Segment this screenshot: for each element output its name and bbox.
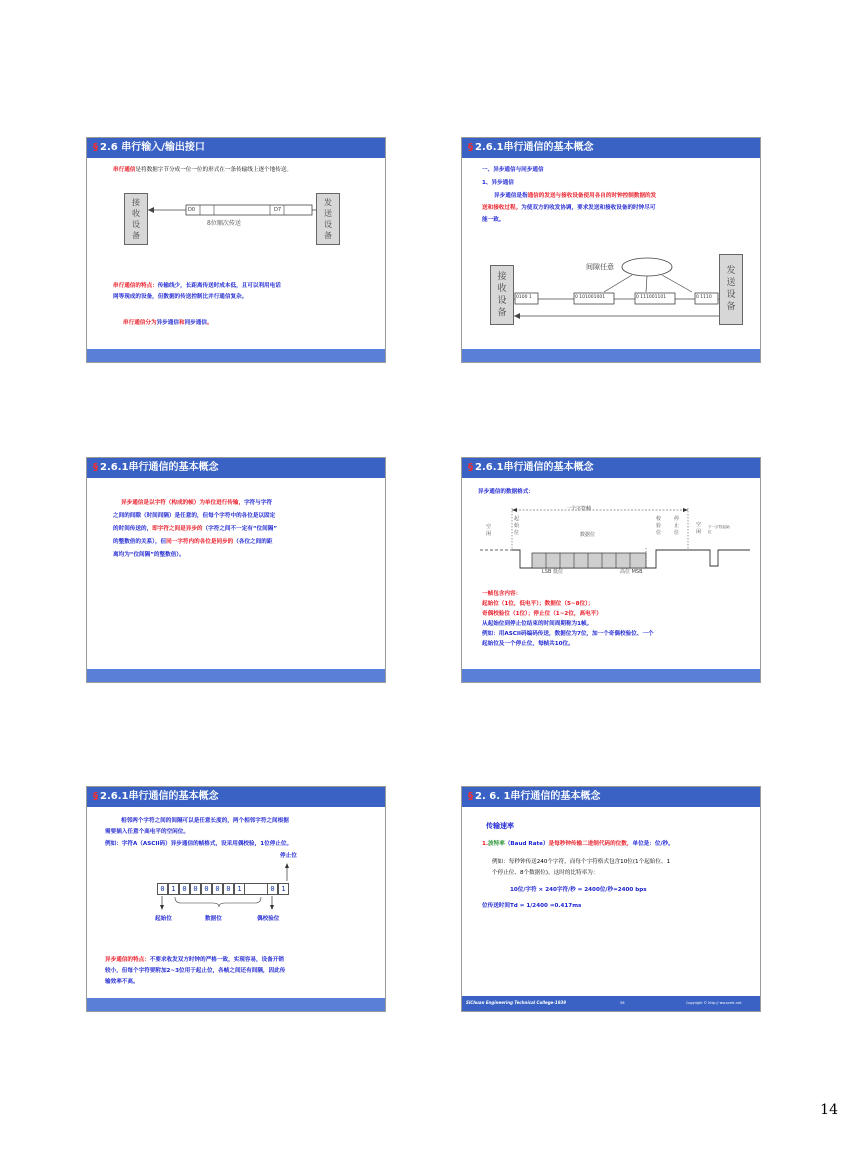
label-data: 数据位 <box>580 532 596 538</box>
slide-footer <box>87 998 385 1011</box>
label-lsb: LSB 低位 <box>542 569 563 575</box>
label-stop-bit: 停止位 <box>280 853 297 859</box>
bit-gap <box>245 883 267 895</box>
features-line2: 较小，但每个字符要附加2~3位用于起止位，各帧之间还有间隔，因此传 <box>105 968 286 974</box>
label-parity-bit: 偶校验位 <box>257 916 280 922</box>
slide-1 <box>86 137 386 363</box>
slide-6 <box>461 786 761 1012</box>
content-line2: 奇偶校验位（1位）；停止位（1~2位，高电平） <box>482 611 602 617</box>
definition-text: 是将数据字节分成一位一位的形式在一条传输线上逐个地传送。 <box>135 167 293 173</box>
footer-copyright: Copyright © http:// ww.scetc.net <box>686 1001 742 1005</box>
frame-1: 0100 1 <box>516 295 532 300</box>
bit-cell: 0 <box>201 883 212 895</box>
frame-4: 0 1110 <box>696 295 712 300</box>
para-1a: 异步通信是指 <box>494 193 528 199</box>
bit-cell: 0 <box>212 883 223 895</box>
example-line1: 例如：每秒钟传送240个字符，而每个字符格式包含10位(1个起始位、1 <box>492 859 671 865</box>
features-text-1: 传输线少，长距离传送时成本低，且可以利用电话 <box>157 283 281 289</box>
baud-unit: 单位是：位/秒。 <box>632 841 674 847</box>
para-4a: 的整数倍的关系），但 <box>113 539 167 545</box>
section-mark: § <box>93 142 98 153</box>
label-next-start: 下一字符起始位 <box>708 525 730 534</box>
sender-label: 发送设备 <box>726 266 736 312</box>
bit-cell: 1 <box>168 883 179 895</box>
slide-2 <box>461 137 761 363</box>
section-mark: § <box>468 142 473 153</box>
receiver-label: 接收设备 <box>132 198 140 240</box>
section-mark: § <box>93 791 98 802</box>
cat-text: 串行通信分为 <box>123 320 157 326</box>
features-line2: 网等现成的设备，但数据的传送控制比并行通信复杂。 <box>113 294 248 300</box>
label-idle: 空闲 <box>486 524 492 537</box>
features-heading: 异步通信的特点： <box>105 957 150 963</box>
slide-title-text: 2.6 串行输入/输出接口 <box>100 142 205 153</box>
para-2b: 为使双方的收发协调，要求发送和接收设备的时钟尽可 <box>521 205 656 211</box>
cat-async: 异步通信 <box>156 320 179 326</box>
footer-slide-number: 56 <box>620 1001 625 1005</box>
bit-cell: 0 <box>267 883 278 895</box>
label-data-bits: 数据位 <box>205 916 222 922</box>
para-1b: 通信的发送与接收设备使用各自的时钟控制数据的发 <box>527 193 657 199</box>
features-line3: 输效率不高。 <box>105 979 139 985</box>
calc-line: 10位/字符 × 240字符/秒 = 2400位/秒=2400 bps <box>510 887 647 893</box>
label-msb: 高位 MSB <box>620 569 643 575</box>
label-parity: 校验位 <box>656 516 662 536</box>
definition <box>113 165 292 175</box>
para-3a: 的时间传送的， <box>113 526 153 532</box>
slide-footer <box>87 349 385 362</box>
section-mark: § <box>468 791 473 802</box>
heading-1: 一、异步通信与同步通信 <box>482 167 544 173</box>
heading-2: 1、异步通信 <box>482 180 514 186</box>
frame-2: 0 101001001 <box>575 295 606 300</box>
bit-cell: 0 <box>190 883 201 895</box>
categories <box>123 318 213 328</box>
bit-d0: D0 <box>188 207 196 213</box>
page-number: 14 <box>820 1102 838 1118</box>
receiver-box <box>490 265 514 325</box>
frame-label: 一个字符帧 <box>566 506 592 512</box>
item-number: 1. <box>482 841 489 847</box>
cat-and: 和 <box>178 320 185 326</box>
frame-format-diagram <box>480 502 750 582</box>
features-line1 <box>113 281 281 291</box>
slide-4 <box>461 457 761 683</box>
async-diagram <box>514 248 719 323</box>
slide-title-text: 2.6.1串行通信的基本概念 <box>100 462 219 473</box>
content-line4: 例如：用ASCII码编码传送，数据位为7位，加一个奇偶校验位、一个 <box>482 631 654 637</box>
slide-5 <box>86 786 386 1012</box>
slide-footer <box>462 996 760 1011</box>
para-line3 <box>113 524 277 534</box>
sender-label: 发送设备 <box>324 198 332 240</box>
cat-sync: 同步通信 <box>184 320 207 326</box>
slide-3 <box>86 457 386 683</box>
content-line5: 起始位及一个停止位，每帧共10位。 <box>482 641 574 647</box>
para-line4 <box>113 537 272 547</box>
receiver-box <box>124 193 148 245</box>
sender-box <box>316 193 340 245</box>
slide-title <box>462 787 760 807</box>
receiver-label: 接收设备 <box>497 272 507 318</box>
cat-end: 。 <box>206 320 213 326</box>
para-2a: 送和接收过程。 <box>482 205 522 211</box>
slide-title <box>462 458 760 478</box>
label-stop: 停止位 <box>674 516 680 536</box>
slide-title <box>87 138 385 158</box>
para-line1 <box>494 191 656 201</box>
slide-title-text: 2.6.1串行通信的基本概念 <box>100 791 219 802</box>
baud-def-text: 是每秒钟传输二进制代码的位数， <box>548 841 633 847</box>
features-line1 <box>105 955 284 965</box>
section-mark: § <box>93 462 98 473</box>
para-4c: （各位之间的距 <box>233 539 273 545</box>
bit-cell: 0 <box>223 883 234 895</box>
slide-footer <box>462 349 760 362</box>
section-mark: § <box>468 462 473 473</box>
para-line2: 需要插入任意个高电平的空闲位。 <box>105 829 189 835</box>
transfer-caption: 8位顺次传送 <box>207 220 241 227</box>
example-line2: 个停止位、8个数据位)，这时的比特率为： <box>492 870 599 876</box>
slide-title-text: 2.6.1串行通信的基本概念 <box>475 142 594 153</box>
term: 串行通信 <box>113 167 136 173</box>
rate-heading: 传输速率 <box>486 822 514 830</box>
para-line2 <box>482 203 655 213</box>
slide-title <box>87 458 385 478</box>
label-idle-2: 空闲 <box>696 522 702 535</box>
term-english: （Baud Rate） <box>504 841 549 847</box>
para-line5: 离均为“位间隔”的整数倍）。 <box>113 552 185 558</box>
bit-cell: 1 <box>278 883 289 895</box>
format-heading: 异步通信的数据格式： <box>478 489 534 495</box>
bit-d7: D7 <box>274 207 282 213</box>
slide-title-text: 2.6.1串行通信的基本概念 <box>475 462 594 473</box>
content-heading: 一帧包含内容： <box>482 591 522 597</box>
label-start-bit: 起始位 <box>155 916 172 922</box>
features-heading: 串行通信的特点： <box>113 283 158 289</box>
para-line3: 例如：字符A（ASCII码）异步通信的帧格式，设采用偶校验，1位停止位。 <box>105 841 293 847</box>
sender-box <box>719 254 743 325</box>
para-1a: 异步通信是以字符（构成的帧）为单位进行传输， <box>121 500 245 506</box>
term-baud: 波特率 <box>488 841 505 847</box>
para-1b: 字符与字符 <box>244 500 273 506</box>
bit-cell: 0 <box>157 883 168 895</box>
footer-college: SiChuan Engineering Technical College-1939 <box>466 1000 567 1005</box>
para-line2: 之间的间隙（时间间隔）是任意的，但每个字符中的各位是以固定 <box>113 513 276 519</box>
bit-cell: 0 <box>179 883 190 895</box>
para-3c: （字符之间不一定有“位间隔” <box>202 526 278 532</box>
para-4b: 同一字符内的各位是同步的 <box>166 539 234 545</box>
content-line1: 起始位（1位，低电平）；数据位（5~8位）； <box>482 601 594 607</box>
para-line1 <box>121 498 272 508</box>
content-line3: 从起始位到停止位结束的时间周期称为1帧。 <box>482 621 593 627</box>
slide-title-text: 2. 6. 1串行通信的基本概念 <box>475 791 601 802</box>
features-text-1: 不要求收发双方时钟的严格一致，实现容易，设备开销 <box>149 957 285 963</box>
para-line3: 能一致。 <box>482 217 505 223</box>
slide-title <box>462 138 760 158</box>
baud-definition <box>482 839 674 849</box>
gap-bubble-label: 间隙任意 <box>586 263 614 271</box>
slide-title <box>87 787 385 807</box>
slide-footer <box>87 669 385 682</box>
frame-3: 0 111001101 <box>636 295 667 300</box>
para-line1: 相邻两个字符之间的间隔可以是任意长度的，两个相邻字符之间根据 <box>121 818 289 824</box>
label-start: 起始位 <box>514 516 520 536</box>
para-3b: 即字符之间是异步的 <box>152 526 203 532</box>
bit-cell: 1 <box>234 883 245 895</box>
slide-footer <box>462 669 760 682</box>
bit-time-line: 位传送时间Td = 1/2400 =0.417ms <box>482 903 582 909</box>
